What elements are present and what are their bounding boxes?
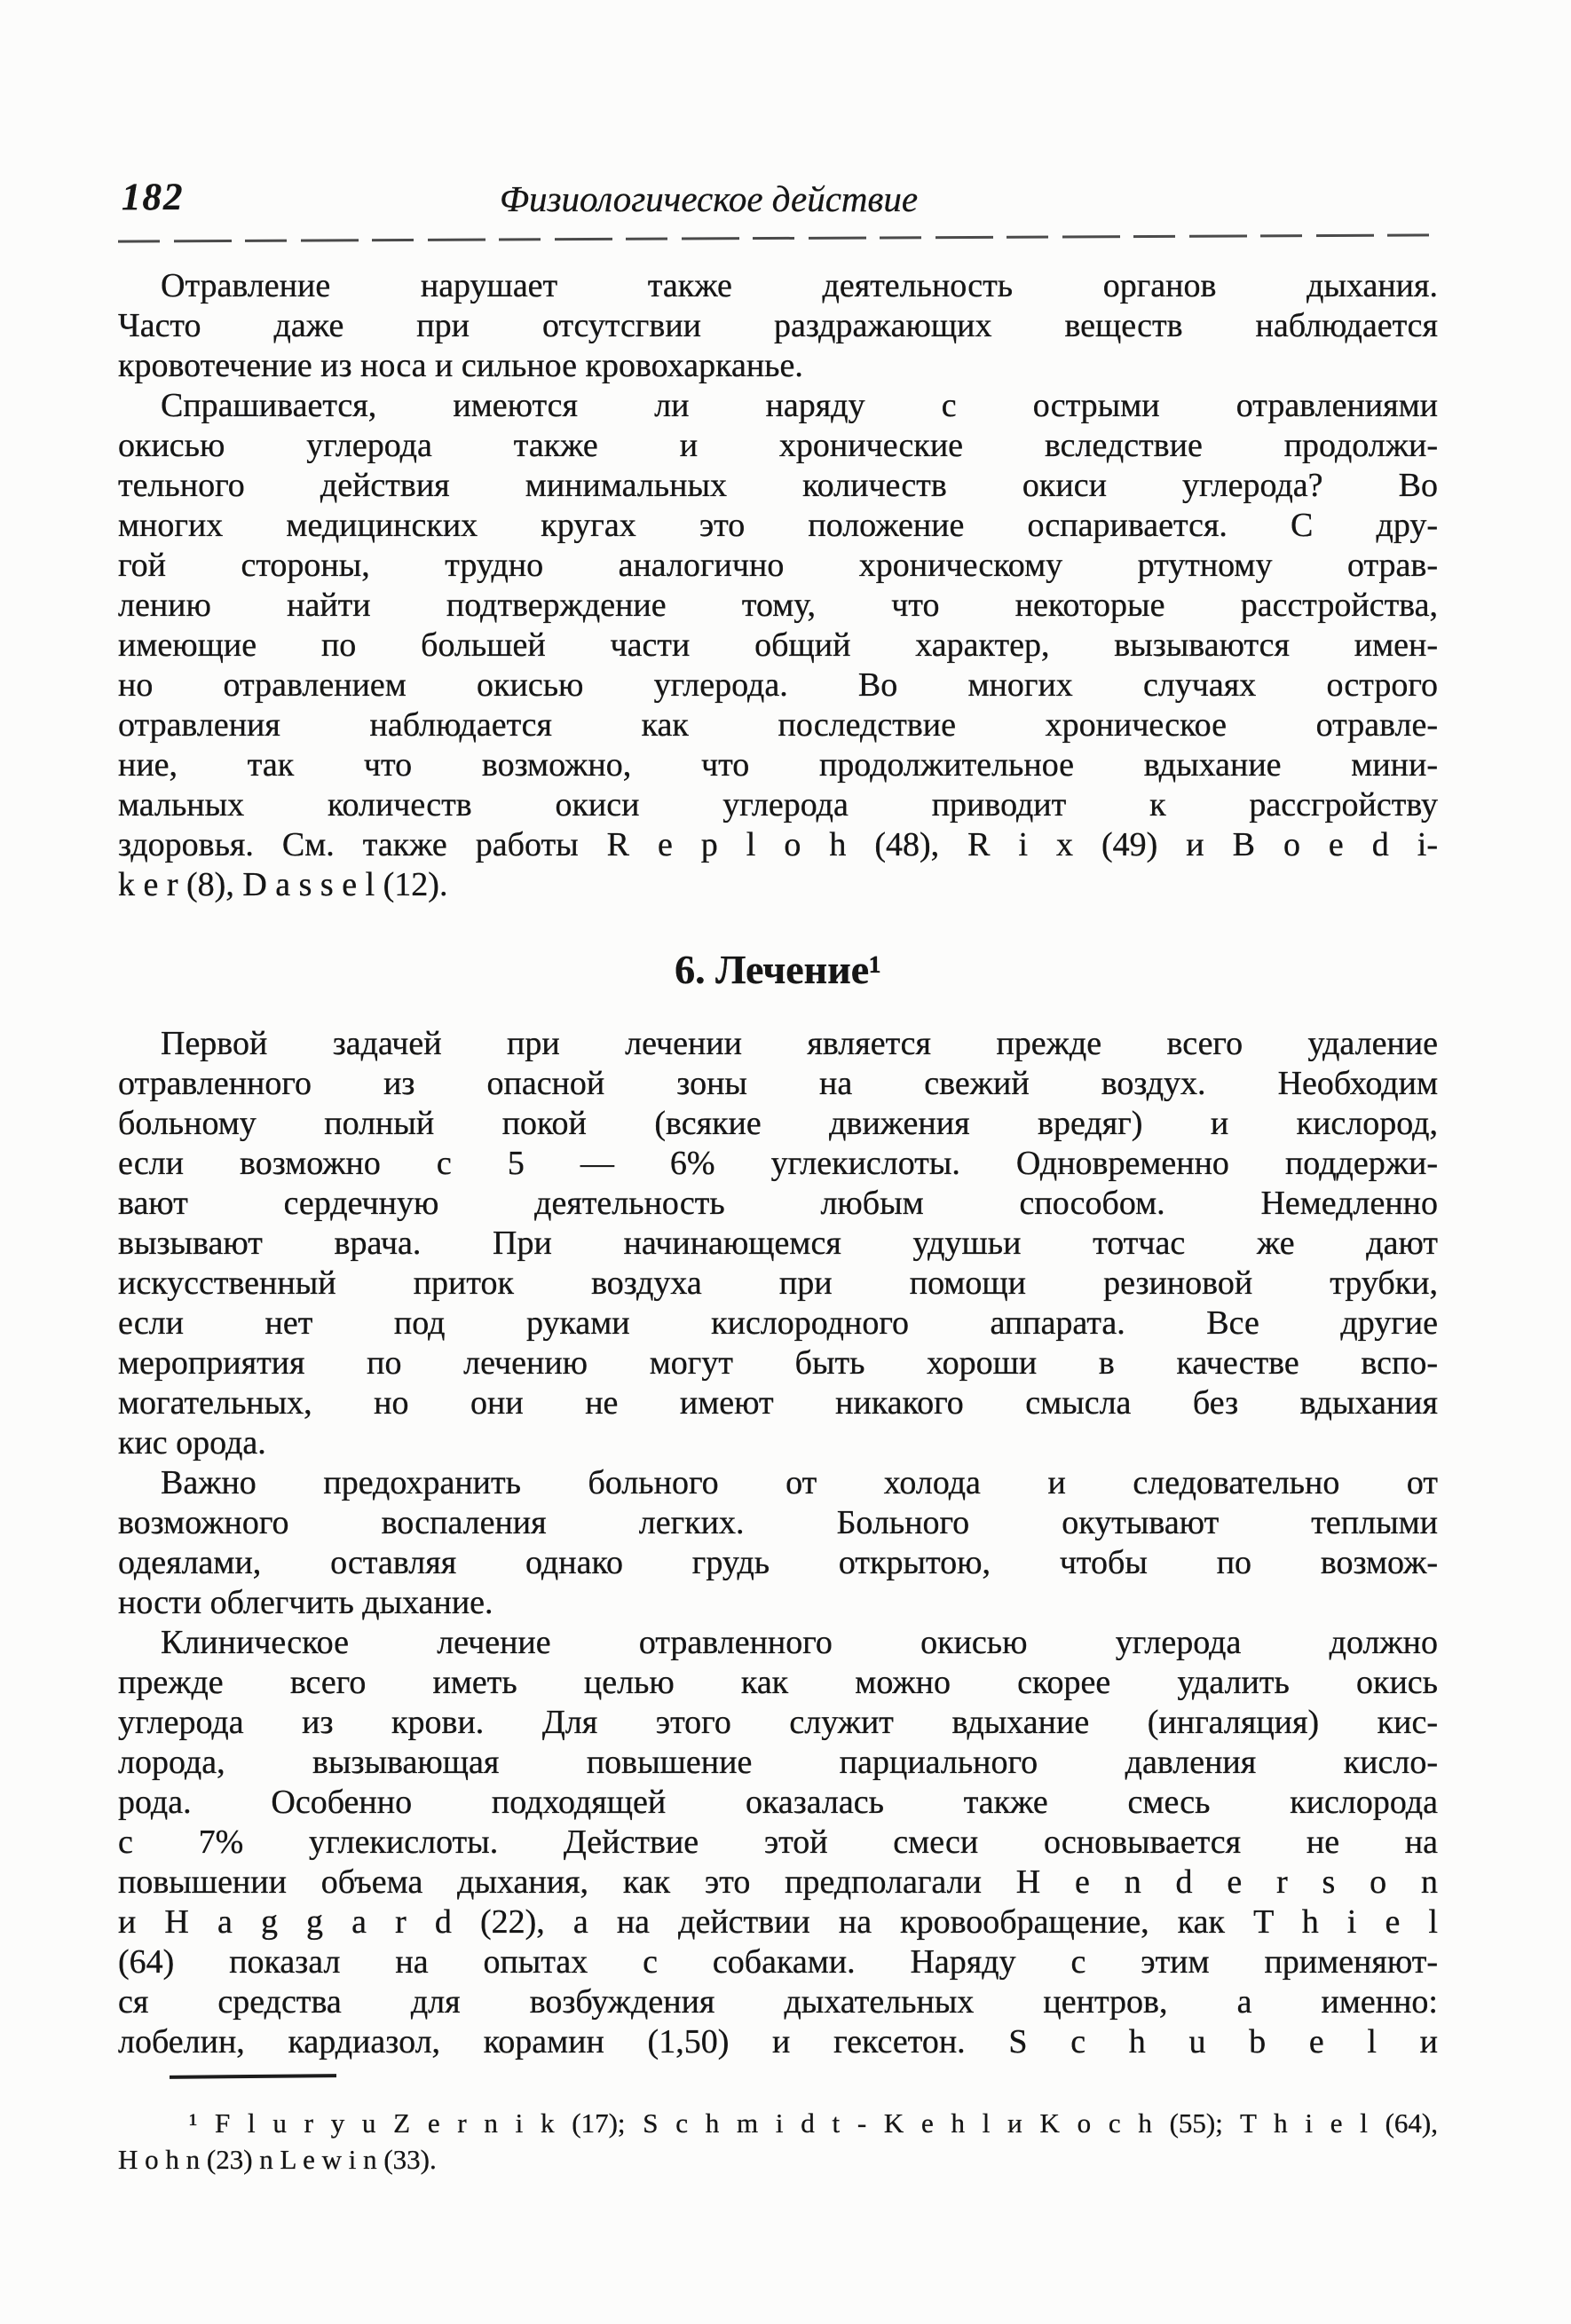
text-line: кис орода.	[118, 1424, 266, 1461]
running-title: Физиологическое действие	[499, 178, 919, 219]
text-line: одеялами, оставляя однако грудь открытою, чтобы по возмож-	[118, 1544, 1438, 1581]
page-body	[118, 266, 1438, 2062]
text-line: Часто даже при отсутсгвии раздражающих веществ наблюдается	[118, 307, 1438, 344]
paragraph	[118, 266, 1438, 386]
text-line: но отравлением окисью углерода. Во многих случаях острого	[118, 666, 1438, 704]
text-line: прежде всего иметь целью как можно скорее удалить окись	[118, 1664, 1438, 1701]
text-line: H o h n (23) n L e w i n (33).	[118, 2144, 437, 2175]
text-line: тельного действия минимальных количеств окиси углерода? Во	[118, 467, 1438, 504]
text-line: мальных количеств окиси углерода приводит к рассгройству	[118, 786, 1438, 823]
text-line: отравления наблюдается как последствие хроническое отравле-	[118, 706, 1438, 744]
text-line: окисью углерода также и хронические вследствие продолжи-	[118, 427, 1438, 464]
text-line: если возможно с 5 — 6% углекислоты. Одновременно поддержи-	[118, 1145, 1438, 1182]
text-line: вызывают врача. При начинающемся удушьи тотчас же дают	[118, 1225, 1438, 1262]
text-line: лорода, вызывающая повышение парциального давления кисло-	[118, 1744, 1438, 1781]
text-line: возможного воспаления легких. Больного окутывают теплыми	[118, 1504, 1438, 1541]
text-line: могательных, но они не имеют никакого смысла без вдыхания	[118, 1384, 1438, 1422]
text-line: k e r (8), D a s s e l (12).	[118, 866, 448, 903]
text-line: многих медицинских кругах это положение оспаривается. С дру-	[118, 507, 1438, 544]
text-line: ности облегчить дыхание.	[118, 1584, 493, 1621]
text-line: лобелин, кардиазол, корамин (1,50) и гексетон. S c h u b e l и	[118, 2023, 1438, 2060]
page-header	[118, 176, 1438, 225]
text-line: мероприятия по лечению могут быть хороши в качестве вспо-	[118, 1344, 1438, 1382]
text-line: если нет под руками кислородного аппарата. Все другие	[118, 1304, 1438, 1342]
paragraph	[118, 1623, 1438, 2062]
page-number: 182	[122, 177, 185, 218]
text-line: здоровья. См. также работы R e p l o h (48), R i x (49) и B o e d i-	[118, 826, 1438, 863]
paragraph	[118, 386, 1438, 905]
text-line: Спрашивается, имеются ли наряду с острыми отравлениями	[161, 387, 1438, 424]
section-heading: 6. Лечение¹	[675, 947, 881, 992]
text-line: кровотечение из носа и сильное кровохарканье.	[118, 347, 803, 384]
text-line: ¹ F l u r y u Z e r n i k (17); S c h m i d t - K e h l и K o c h (55); T h i e l (64),	[189, 2107, 1438, 2139]
text-line: Клиническое лечение отравленного окисью углерода должно	[161, 1624, 1438, 1661]
footnote-separator	[170, 2074, 336, 2079]
text-line: больному полный покой (всякие движения вредяг) и кислород,	[118, 1105, 1438, 1142]
text-line: рода. Особенно подходящей оказалась также смесь кислорода	[118, 1784, 1438, 1821]
text-line: ние, так что возможно, что продолжительное вдыхание мини-	[118, 746, 1438, 784]
text-line: искусственный приток воздуха при помощи резиновой трубки,	[118, 1264, 1438, 1302]
text-line: Важно предохранить больного от холода и следовательно от	[161, 1464, 1438, 1501]
paragraph	[118, 1024, 1438, 1463]
text-line: (64) показал на опытах с собаками. Наряду с этим применяют-	[118, 1943, 1438, 1981]
text-line: и H a g g a r d (22), а на действии на кровообращение, как T h i e l	[118, 1903, 1438, 1941]
footnote	[118, 2105, 1438, 2178]
text-line: Отравление нарушает также деятельность органов дыхания.	[161, 267, 1438, 304]
text-line: гой стороны, трудно аналогично хроническому ртутному отрав-	[118, 547, 1438, 584]
text-line: Первой задачей при лечении является прежде всего удаление	[161, 1025, 1438, 1062]
text-line: повышении объема дыхания, как это предполагали H e n d e r s o n	[118, 1863, 1438, 1901]
paragraph	[118, 1463, 1438, 1623]
header-rule	[118, 233, 1438, 242]
text-line: ся средства для возбуждения дыхательных центров, а именно:	[118, 1983, 1438, 2021]
text-line: лению найти подтверждение тому, что некоторые расстройства,	[118, 587, 1438, 624]
text-line: имеющие по большей части общий характер, вызываются имен-	[118, 626, 1438, 664]
text-line: углерода из крови. Для этого служит вдыхание (ингаляция) кис-	[118, 1704, 1438, 1741]
text-line: с 7% углекислоты. Действие этой смеси основывается не на	[118, 1824, 1438, 1861]
text-line: отравленного из опасной зоны на свежий воздух. Необходим	[118, 1065, 1438, 1102]
text-line: вают сердечную деятельность любым способом. Немедленно	[118, 1185, 1438, 1222]
